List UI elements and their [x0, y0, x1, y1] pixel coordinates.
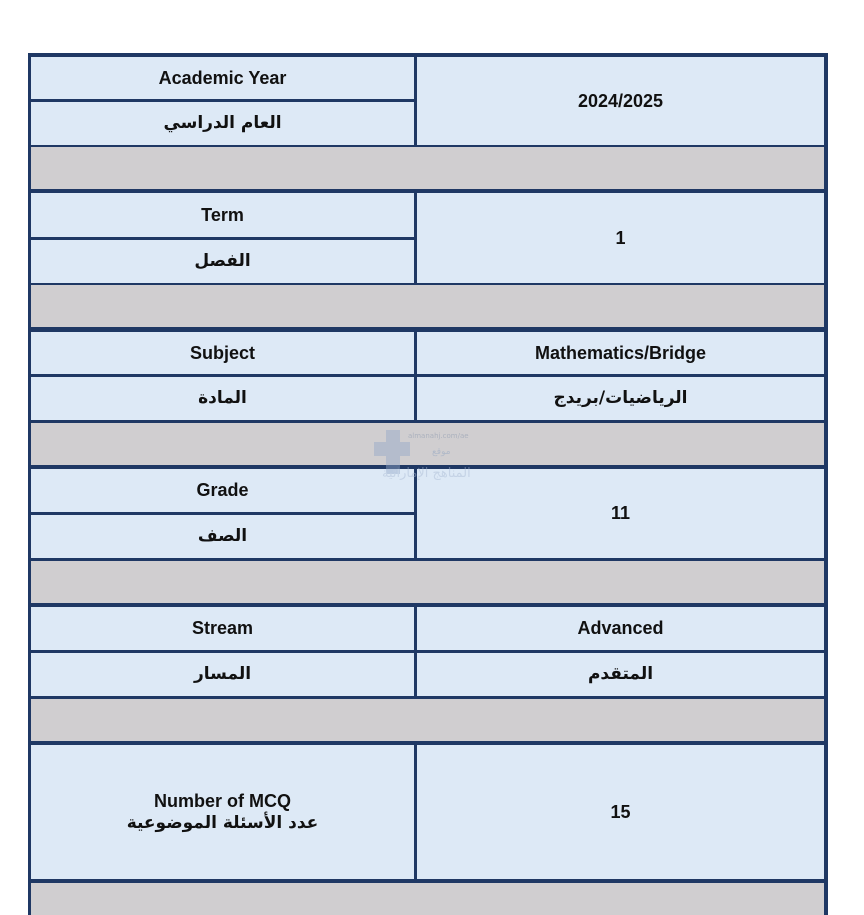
subject-value [417, 332, 824, 374]
subject-value-text: Mathematics/Bridge [534, 342, 707, 363]
mcq-value [417, 745, 824, 879]
grade-label-text: Grade [196, 480, 249, 501]
subject-label-text: Subject [189, 342, 255, 363]
separator-row [31, 699, 824, 741]
watermark-line-2: المناهج الإماراتية [382, 466, 471, 481]
mcq-label [31, 745, 414, 879]
academic-year-label-text: Academic Year [158, 67, 287, 88]
academic-year-label-arabic [31, 102, 414, 145]
grade-value [417, 469, 824, 558]
grade-label [31, 469, 414, 512]
term-label-arabic-text: الفصل [194, 250, 251, 271]
term-label [31, 193, 414, 237]
subject-value-arabic-text: الرياضيات/بريدج [553, 387, 688, 408]
mcq-value-text: 15 [610, 801, 631, 822]
term-value-text: 1 [615, 227, 626, 248]
separator-row [31, 285, 824, 327]
academic-year-value-text: 2024/2025 [577, 90, 664, 111]
stream-label-arabic [31, 653, 414, 696]
term-value [417, 193, 824, 283]
stream-label-text: Stream [191, 618, 254, 639]
subject-value-arabic [417, 377, 824, 420]
mcq-label-arabic-text: عدد الأسئلة الموضوعية [126, 812, 319, 833]
separator-row [31, 423, 824, 465]
grade-label-arabic-text: الصف [197, 525, 248, 546]
watermark-url: almanahj.com/ae [408, 432, 469, 440]
stream-value-arabic-text: المتقدم [587, 663, 654, 684]
grade-value-text: 11 [610, 503, 631, 524]
watermark-line-1: موقع [432, 447, 451, 457]
academic-year-label [31, 57, 414, 99]
stream-value-text: Advanced [577, 618, 664, 639]
subject-label-arabic [31, 377, 414, 420]
stream-label [31, 607, 414, 650]
stream-label-arabic-text: المسار [193, 663, 252, 684]
stream-value [417, 607, 824, 650]
separator-row [31, 147, 824, 189]
subject-label [31, 332, 414, 374]
academic-year-label-arabic-text: العام الدراسي [163, 112, 282, 133]
separator-row [31, 561, 824, 603]
grade-label-arabic [31, 515, 414, 558]
subject-label-arabic-text: المادة [198, 387, 247, 408]
separator-row [31, 883, 824, 915]
term-label-arabic [31, 240, 414, 283]
info-table [28, 53, 828, 915]
stream-value-arabic [417, 653, 824, 696]
academic-year-value [417, 57, 824, 145]
mcq-label-text: Number of MCQ [154, 791, 291, 812]
term-label-text: Term [201, 204, 244, 225]
